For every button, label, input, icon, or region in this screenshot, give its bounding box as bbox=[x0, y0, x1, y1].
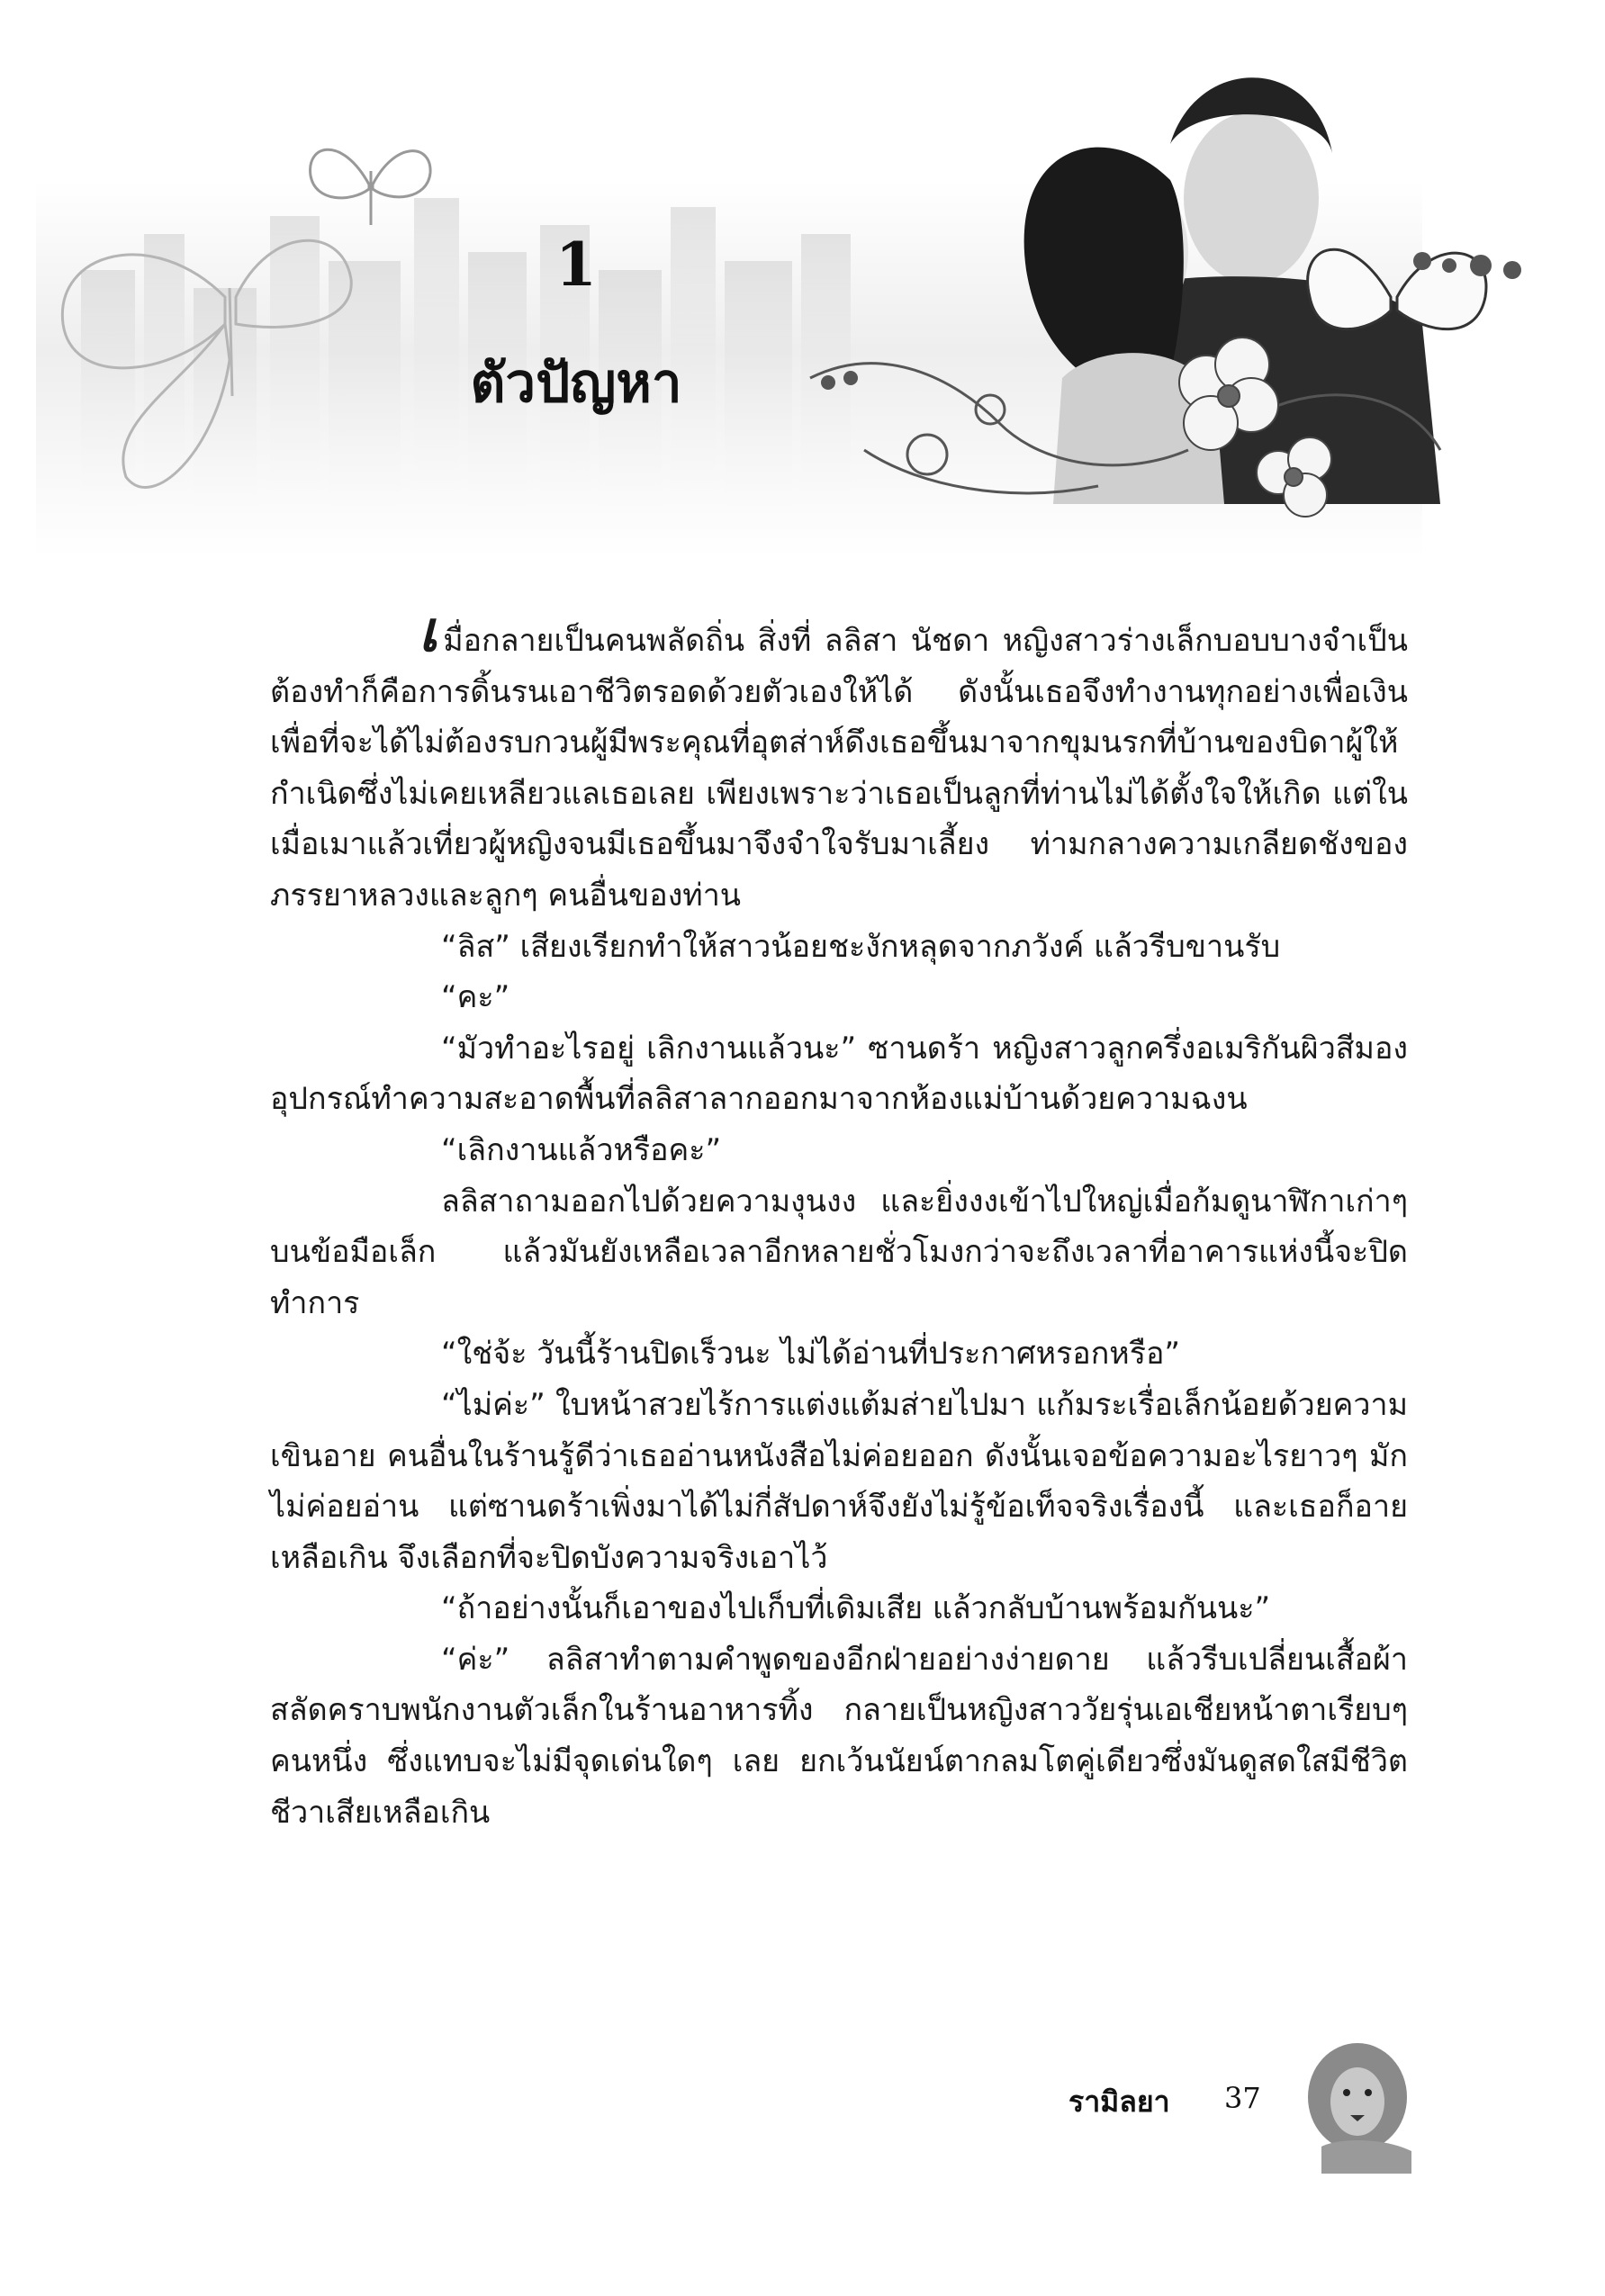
paragraph: “ไม่ค่ะ” ใบหน้าสวยไร้การแต่งแต้มส่ายไปมา แก้มระเรื่อเล็กน้อยด้วยความเขินอาย คนอื่นในร้านรู้ดีว่าเธออ่านหนังสือไม่ค่อยออก ดังนั้นเจอข้อความอะไรยาวๆ มักไม่ค่อยอ่าน แต่ซานดร้าเพิ่งมาได้ไม่กี่สัปดาห์จึงยังไม่รู้ข้อเท็จจริงเรื่องนี้ และเธอก็อายเหลือเกิน จึงเลือกที่จะปิดบังความจริงเอาไว้ bbox=[270, 1386, 1408, 1576]
chapter-body bbox=[270, 599, 1408, 1838]
paragraph: “คะ” bbox=[441, 979, 510, 1016]
paragraph: “มัวทำอะไรอยู่ เลิกงานแล้วนะ” ซานดร้า หญิงสาวลูกครึ่งอเมริกันผิวสีมองอุปกรณ์ทำความสะอาดพื้นที่ลลิสาลากออกมาจากห้องแม่บ้านด้วยความฉงน bbox=[270, 1030, 1408, 1118]
footer-author-name: รามิลยา bbox=[1068, 2084, 1170, 2119]
paragraph: “ถ้าอย่างนั้นก็เอาของไปเก็บที่เดิมเสีย แล้วกลับบ้านพร้อมกันนะ” bbox=[441, 1590, 1271, 1627]
page-number: 37 bbox=[1224, 2081, 1261, 2115]
paragraph: “ลิส” เสียงเรียกทำให้สาวน้อยชะงักหลุดจากภวังค์ แล้วรีบขานรับ bbox=[441, 928, 1281, 965]
chapter-title: ตัวปัญหา bbox=[470, 352, 682, 415]
lion-icon bbox=[1303, 2039, 1420, 2174]
paragraph: ลลิสาถามออกไปด้วยความงุนงง และยิ่งงงเข้าไปใหญ่เมื่อก้มดูนาฬิกาเก่าๆ บนข้อมือเล็ก แล้วมันยังเหลือเวลาอีกหลายชั่วโมงกว่าจะถึงเวลาที่อาคารแห่งนี้จะปิดทำการ bbox=[270, 1183, 1408, 1321]
paragraph-text: มื่อกลายเป็นคนพลัดถิ่น สิ่งที่ ลลิสา นัชดา หญิงสาวร่างเล็กบอบบางจำเป็นต้องทำก็คือการดิ้นรนเอาชีวิตรอดด้วยตัวเองให้ได้ ดังนั้นเธอจึงทำงานทุกอย่างเพื่อเงิน เพื่อที่จะได้ไม่ต้องรบกวนผู้มีพระคุณที่อุตส่าห์ดึงเธอขึ้นมาจากขุมนรกที่บ้านของบิดาผู้ให้กำเนิดซึ่งไม่เคยเหลียวแลเธอเลย เพียงเพราะว่าเธอเป็นลูกที่ท่านไม่ได้ตั้งใจให้เกิด แต่ในเมื่อเมาแล้วเที่ยวผู้หญิงจนมีเธอขึ้นมาจึงจำใจรับมาเลี้ยง ท่ามกลางความเกลียดชังของภรรยาหลวงและลูกๆ คนอื่นของท่าน bbox=[270, 623, 1408, 914]
paragraph bbox=[270, 599, 1408, 922]
chapter-number: 1 bbox=[555, 230, 597, 300]
paragraph: “ค่ะ” ลลิสาทำตามคำพูดของอีกฝ่ายอย่างง่ายดาย แล้วรีบเปลี่ยนเสื้อผ้าสลัดคราบพนักงานตัวเล็กในร้านอาหารทิ้ง กลายเป็นหญิงสาววัยรุ่นเอเชียหน้าตาเรียบๆ คนหนึ่ง ซึ่งแทบจะไม่มีจุดเด่นใดๆ เลย ยกเว้นนัยน์ตากลมโตคู่เดียวซึ่งมันดูสดใสมีชีวิตชีวาเสียเหลือเกิน bbox=[270, 1641, 1408, 1831]
chapter-header-illustration bbox=[0, 0, 1605, 594]
paragraph: “ใช่จ้ะ วันนี้ร้านปิดเร็วนะ ไม่ได้อ่านที่ประกาศหรอกหรือ” bbox=[441, 1336, 1181, 1373]
drop-cap: เ bbox=[419, 599, 438, 664]
paragraph: “เลิกงานแล้วหรือคะ” bbox=[441, 1131, 722, 1168]
